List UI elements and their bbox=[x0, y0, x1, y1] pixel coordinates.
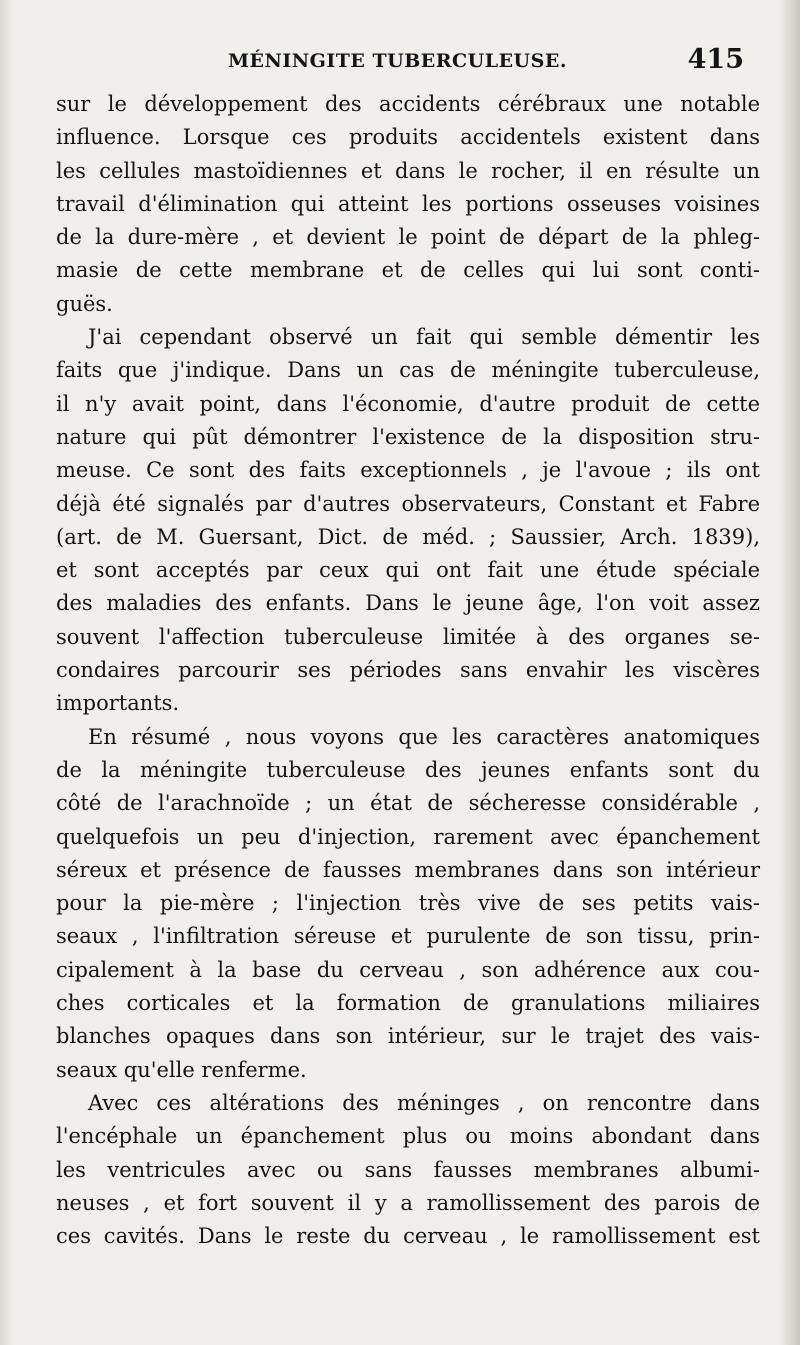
paragraph-3-line-11: seaux qu'elle renferme. bbox=[56, 1057, 307, 1082]
paragraph-2-line-3: il n'y avait point, dans l'économie, d'autre produit de cette bbox=[56, 391, 760, 416]
paragraph-2-line-4: nature qui pût démontrer l'existence de la disposition stru- bbox=[56, 424, 760, 449]
paragraph-3-line-9: ches corticales et la formation de granulations miliaires bbox=[56, 991, 760, 1016]
paragraph-2-line-1: J'ai cependant observé un fait qui semble démentir les bbox=[88, 325, 760, 350]
paragraph-4-line-4: neuses , et fort souvent il y a ramollissement des parois de bbox=[56, 1190, 760, 1215]
paragraph-1-line-2: influence. Lorsque ces produits accidentels existent dans bbox=[56, 125, 760, 150]
paragraph-1-line-4: travail d'élimination qui atteint les portions osseuses voisines bbox=[56, 191, 760, 216]
paragraph-4-line-3: les ventricules avec ou sans fausses membranes albumi- bbox=[56, 1157, 760, 1182]
paragraph-1-line-1: sur le développement des accidents cérébraux une notable bbox=[56, 92, 760, 116]
paragraph-3-line-1: En résumé , nous voyons que les caractères anatomiques bbox=[88, 724, 760, 749]
paragraph-3-line-8: cipalement à la base du cerveau , son adhérence aux cou- bbox=[56, 957, 760, 982]
paragraph-3-line-6: pour la pie-mère ; l'injection très vive de ses petits vais- bbox=[56, 891, 760, 916]
paragraph-3-line-5: séreux et présence de fausses membranes dans son intérieur bbox=[56, 857, 760, 882]
paragraph-1-line-6: masie de cette membrane et de celles qui lui sont conti- bbox=[56, 258, 760, 283]
paragraph-2-line-10: souvent l'affection tuberculeuse limitée à des organes se- bbox=[56, 624, 760, 649]
body-text bbox=[56, 88, 760, 1253]
paragraph-3-line-3: côté de l'arachnoïde ; un état de sécheresse considérable , bbox=[56, 791, 760, 816]
running-head-title: MÉNINGITE TUBERCULEUSE. bbox=[228, 50, 567, 72]
paragraph-4-line-5: ces cavités. Dans le reste du cerveau , le ramollissement est bbox=[56, 1224, 760, 1249]
paragraph-3-line-7: seaux , l'infiltration séreuse et purulente de son tissu, prin- bbox=[56, 924, 760, 949]
paragraph-3-line-2: de la méningite tuberculeuse des jeunes enfants sont du bbox=[56, 757, 760, 782]
paragraph-2-line-12: importants. bbox=[56, 691, 180, 716]
paragraph-3-line-10: blanches opaques dans son intérieur, sur le trajet des vais- bbox=[56, 1024, 760, 1049]
page-left-edge-shadow bbox=[0, 0, 14, 1345]
paragraph-4-line-2: l'encéphale un épanchement plus ou moins abondant dans bbox=[56, 1124, 760, 1149]
page-number: 415 bbox=[687, 44, 744, 75]
paragraph-2-line-9: des maladies des enfants. Dans le jeune âge, l'on voit assez bbox=[56, 591, 760, 616]
paragraph-3-line-4: quelquefois un peu d'injection, rarement avec épanchement bbox=[56, 824, 760, 849]
paragraph-2-line-7: (art. de M. Guersant, Dict. de méd. ; Saussier, Arch. 1839), bbox=[56, 524, 760, 549]
paragraph-1-line-7: guës. bbox=[56, 291, 113, 316]
running-head bbox=[56, 44, 746, 84]
paragraph-2-line-6: déjà été signalés par d'autres observateurs, Constant et Fabre bbox=[56, 491, 760, 516]
paragraph-1-line-5: de la dure-mère , et devient le point de départ de la phleg- bbox=[56, 225, 760, 250]
paragraph-2-line-5: meuse. Ce sont des faits exceptionnels , je l'avoue ; ils ont bbox=[56, 458, 760, 483]
paragraph-4-line-1: Avec ces altérations des méninges , on rencontre dans bbox=[88, 1090, 760, 1115]
paragraph-2-line-8: et sont acceptés par ceux qui ont fait une étude spéciale bbox=[56, 558, 760, 583]
paragraph-1-line-3: les cellules mastoïdiennes et dans le rocher, il en résulte un bbox=[56, 158, 760, 183]
page-right-edge-shadow bbox=[778, 0, 800, 1345]
paragraph-2-line-2: faits que j'indique. Dans un cas de méningite tuberculeuse, bbox=[56, 358, 760, 383]
paragraph-2-line-11: condaires parcourir ses périodes sans envahir les viscères bbox=[56, 658, 760, 683]
